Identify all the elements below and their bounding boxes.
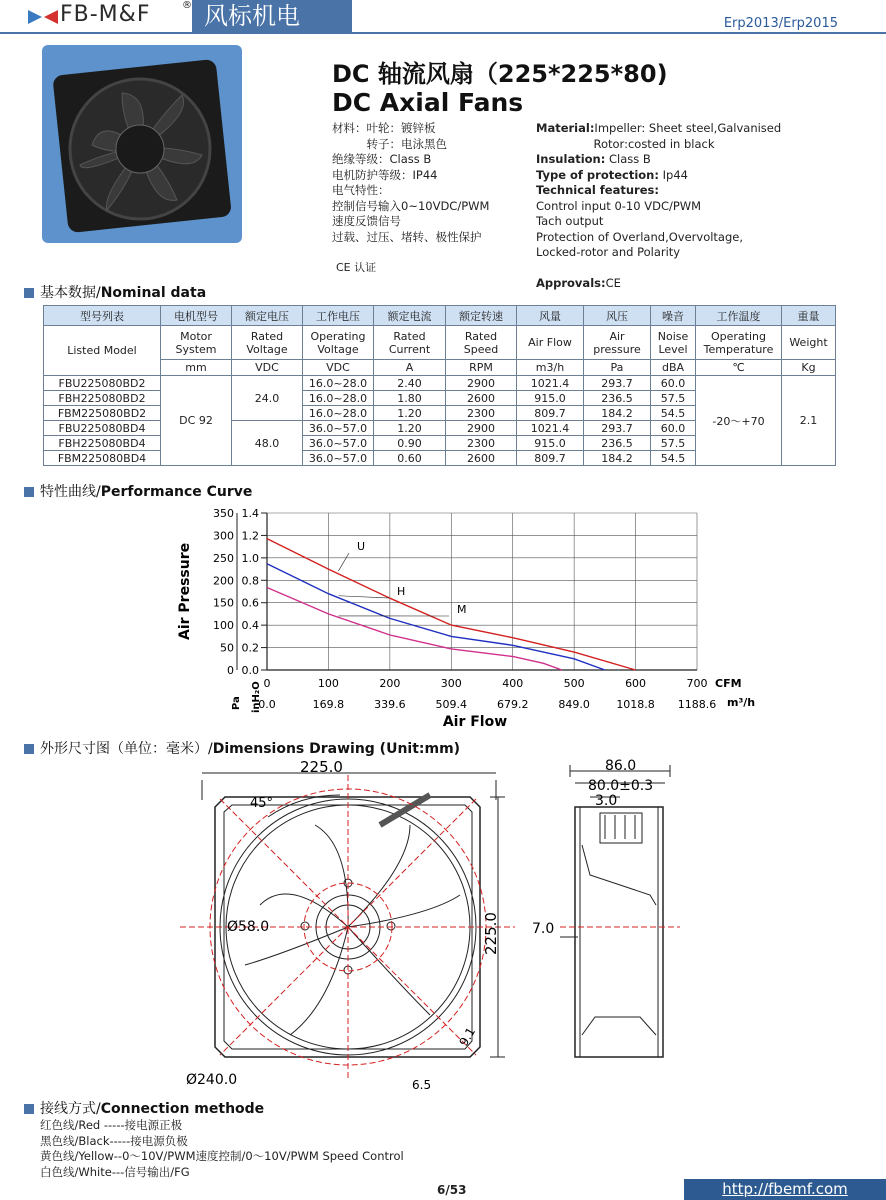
dim-side-inner: 80.0±0.3 [588,778,654,794]
table-row: FBU225080BD2 DC 92 24.0 16.0~28.0 2.40 2900 1021.4 293.7 60.0 -20～+70 2.1 [44,376,836,391]
section-dimensions-heading: 外形尺寸图（单位：毫米）/Dimensions Drawing (Unit:mm) [24,738,460,758]
spec-en-line: Protection of Overland,Overvoltage, [536,229,744,244]
y-tick-label-pa: 350 [213,507,234,520]
logo-text: FB-M&F [60,2,151,27]
series-leader [338,553,349,571]
dim-side-width: 86.0 [605,758,637,774]
y-unit-right: inH₂O [251,681,262,713]
y-tick-label-pa: 300 [213,529,234,543]
logo-registered: ® [182,0,192,11]
table-row: FBH225080BD2 16.0~28.0 1.80 2600 915.0 236.5 57.5 [44,391,836,406]
chart-grid [237,513,697,670]
erp-label: Erp2013/Erp2015 [723,16,838,31]
y-tick-label-pa: 50 [220,641,234,655]
y-tick-label-inh2o: 1.4 [241,507,259,520]
x-tick-label-cfm: 200 [379,677,401,690]
connection-item: 白色线/White---信号输出/FG [40,1164,190,1179]
website-link[interactable]: http://fbemf.com [684,1179,886,1200]
x-tick-label-m3h: 679.2 [496,698,529,711]
spec-cn-line: 电机防护等级：IP44 [332,167,438,182]
table-row: FBM225080BD2 16.0~28.0 1.20 2300 809.7 184.2 54.5 [44,406,836,421]
y-tick-label-inh2o: 0.0 [241,664,259,677]
spec-cn-line: 控制信号输入0~10VDC/PWM [332,198,490,213]
spec-en-line: Type of protection: Ip44 [536,167,688,182]
series-line-h [267,564,605,670]
page-header [0,0,886,34]
ce-cn: CE 认证 [336,261,377,274]
dim-hub: Ø58.0 [227,919,270,935]
spec-cn-line: 速度反馈信号 [332,214,401,228]
spec-en-line [536,261,781,277]
y-tick-label-inh2o: 0.4 [241,619,259,633]
y-tick-label-pa: 100 [213,619,234,633]
spec-cn-line: 转子：电泳黑色 [332,136,447,151]
dim-tab: 6.5 [412,1078,432,1092]
x-unit-bottom: m³/h [727,696,756,709]
series-label-h: H [397,585,406,598]
spec-en-line: Technical features: [536,183,659,197]
dim-front-height: 225.0 [482,912,500,955]
page-number: 6/53 [437,1183,467,1197]
x-tick-label-m3h: 0.0 [258,698,276,711]
title-cn: DC 轴流风扇（225*225*80) [332,60,668,88]
y-tick-label-inh2o: 0.2 [241,641,259,655]
table-header-en: Listed Model Motor System Rated Voltage Operating Voltage Rated Current Rated Speed Air Flow Air pressure Noise Level Operating Temperature Weight [44,326,836,360]
table-row: FBU225080BD4 48.0 36.0~57.0 1.20 2900 1021.4 293.7 60.0 [44,421,836,436]
table-row: FBM225080BD4 36.0~57.0 0.60 2600 809.7 184.2 54.5 [44,451,836,466]
y-tick-label-inh2o: 0.8 [241,574,259,588]
dim-front-width: 225.0 [300,758,343,776]
dim-hole: 9.1 [456,1024,479,1049]
spec-en-line: Tach output [536,214,604,228]
side-view-drawing [520,755,690,1090]
logo-icon [26,6,60,28]
y-tick-label-pa: 0 [227,664,234,677]
x-tick-label-m3h: 339.6 [374,698,406,711]
spec-cn-line: 电气特性： [332,183,390,197]
spec-cn-line: 过载、过压、堵转、极性保护 [332,229,482,244]
x-tick-label-cfm: 100 [317,677,339,690]
table-row: FBH225080BD4 36.0~57.0 0.90 2300 915.0 236.5 57.5 [44,436,836,451]
connection-item: 黑色线/Black-----接电源负极 [40,1133,188,1148]
header-rule [0,32,886,34]
series-line-m [267,588,562,671]
section-nominal-heading: 基本数据/Nominal data [24,282,206,302]
front-view-drawing [180,755,515,1095]
y-axis-label: Air Pressure [177,542,193,640]
spec-en-line: Insulation: Class B [536,152,651,166]
x-tick-label-cfm: 700 [686,677,708,690]
y-tick-label-inh2o: 0.6 [241,596,259,610]
spec-cn-line: 材料：叶轮：镀锌板 [332,121,436,135]
x-tick-label-m3h: 509.4 [435,698,468,711]
series-label-u: U [357,540,366,553]
y-unit-left: Pa [231,696,242,710]
connection-item: 黄色线/Yellow--0～10V/PWM速度控制/0～10V/PWM Speed Control [40,1149,404,1163]
dim-side-small: 3.0 [595,793,618,809]
series-leader [338,596,389,598]
title-en: DC Axial Fans [332,88,524,117]
dim-angle: 45° [250,796,274,811]
y-tick-label-pa: 200 [213,574,234,588]
spec-en-line: Material:Impeller: Sheet steel,Galvanised [536,121,782,135]
dim-outer: Ø240.0 [186,1072,238,1088]
x-tick-label-cfm: 400 [502,677,524,690]
y-tick-label-pa: 150 [213,596,234,610]
series-label-m: M [457,603,467,616]
specs-cn [332,121,489,245]
performance-chart [175,500,775,735]
brand-name: 风标机电 [192,0,352,32]
x-unit-top: CFM [715,677,742,690]
spec-en-line: Control input 0-10 VDC/PWM [536,198,702,213]
spec-en-line: Locked-rotor and Polarity [536,245,681,259]
connection-list [40,1118,404,1180]
x-tick-label-cfm: 300 [440,677,462,690]
table-header-cn: 型号列表 电机型号 额定电压 工作电压 额定电流 额定转速 风量 风压 噪音 工作温度 重量 [44,306,836,326]
table-header-units: mm VDC VDC A RPM m3/h Pa dBA ℃ Kg [44,360,836,376]
y-tick-label-inh2o: 1.2 [241,529,259,543]
x-axis-label: Air Flow [442,714,508,730]
spec-cn-line: 绝缘等级：Class B [332,152,432,166]
x-tick-label-m3h: 849.0 [558,698,590,711]
x-tick-label-m3h: 1188.6 [677,698,717,711]
fan-image [42,45,242,243]
dim-side-offset: 7.0 [532,921,555,937]
product-photo [42,45,242,243]
x-tick-label-cfm: 500 [563,677,585,690]
y-tick-label-inh2o: 1.0 [241,551,259,565]
spec-en-line: Rotor:costed in black [536,136,715,151]
x-tick-label-cfm: 0 [263,677,271,690]
connection-item: 红色线/Red -----接电源正极 [40,1118,183,1132]
x-tick-label-cfm: 600 [625,677,647,690]
y-tick-label-pa: 250 [213,551,234,565]
section-performance-heading: 特性曲线/Performance Curve [24,481,252,501]
x-tick-label-m3h: 1018.8 [616,698,655,711]
spec-en-line: Approvals:CE [536,276,621,290]
specs-en [536,121,781,292]
section-connection-heading: 接线方式/Connection methode [24,1098,264,1118]
nominal-data-table [43,305,836,466]
x-tick-label-m3h: 169.8 [312,698,345,711]
